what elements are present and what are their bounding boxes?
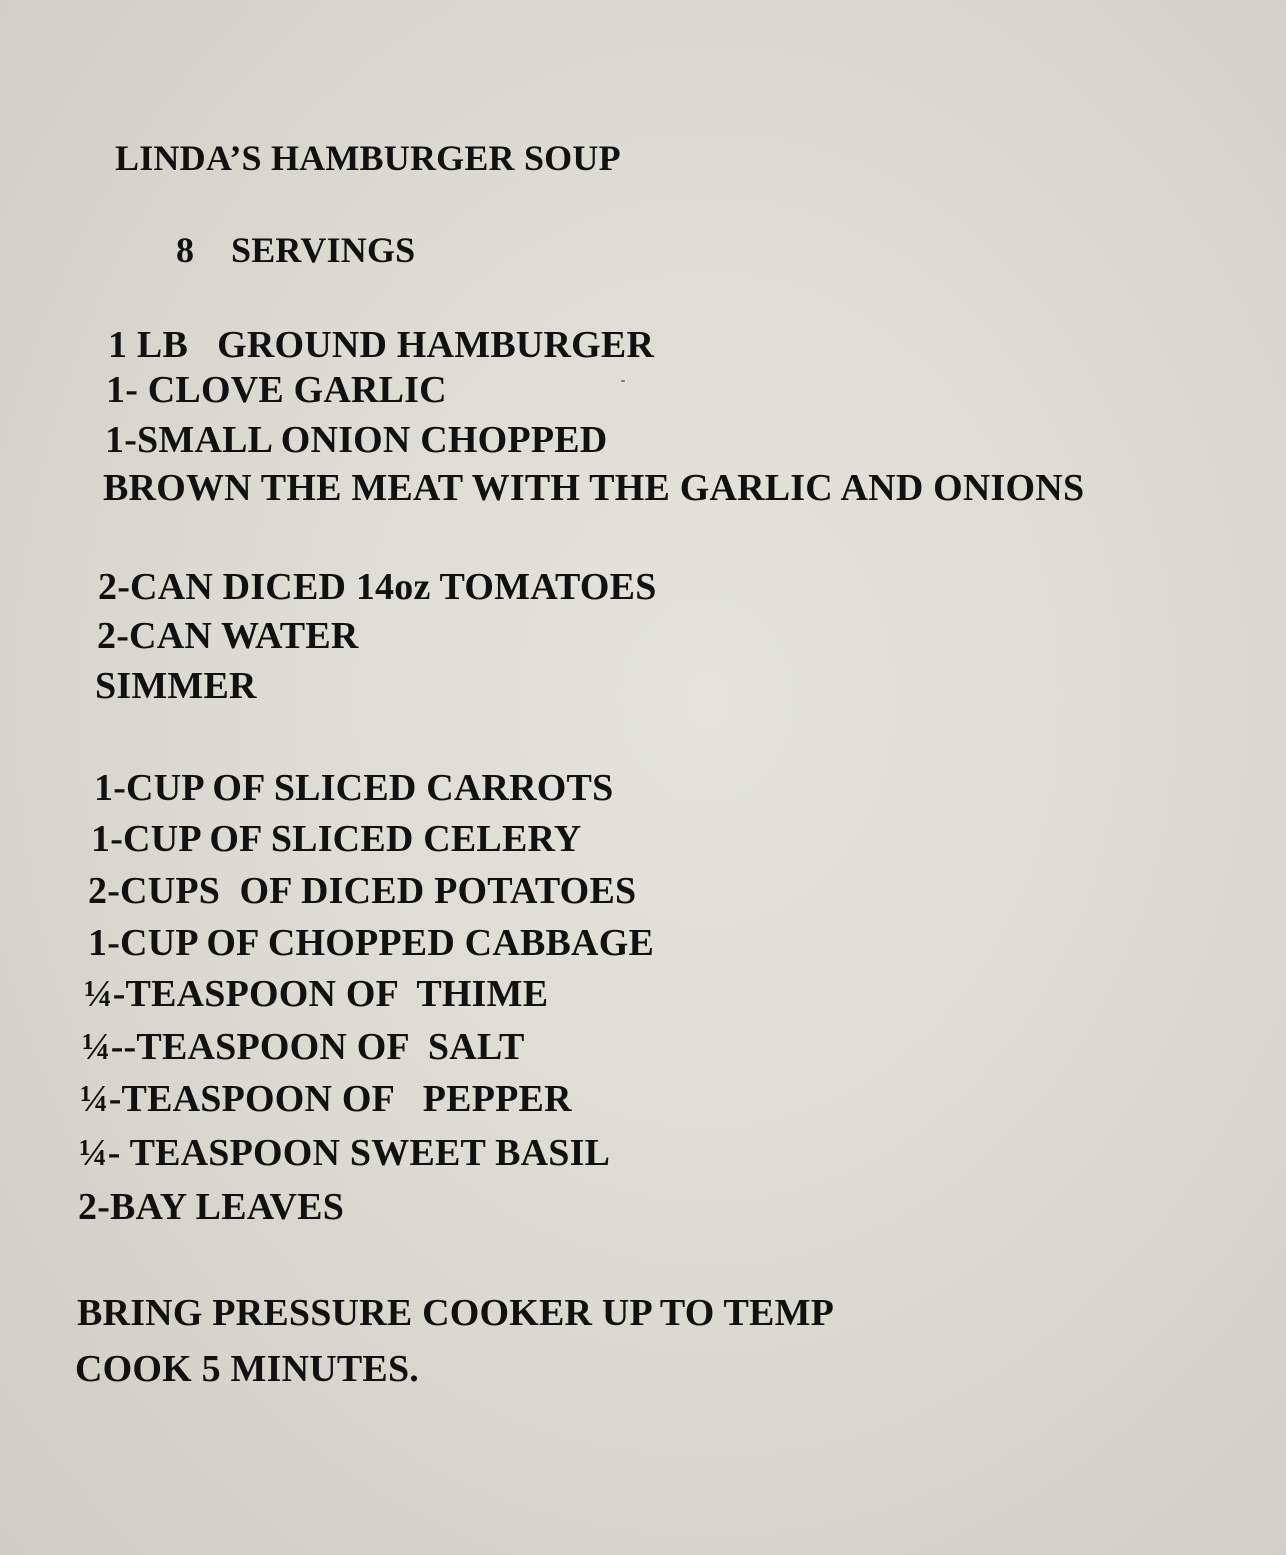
paper-speck: [621, 380, 625, 382]
ingredient-line: ¼-TEASPOON OF THIME: [84, 973, 549, 1015]
ingredient-line: 1-CUP OF SLICED CELERY: [91, 818, 582, 860]
ingredient-line: 1-CUP OF SLICED CARROTS: [94, 767, 614, 809]
servings-count: 8 SERVINGS: [176, 230, 416, 270]
ingredient-line: 2-CAN WATER: [97, 615, 359, 657]
ingredient-line: 1 LB GROUND HAMBURGER: [108, 324, 655, 366]
instruction-line: COOK 5 MINUTES.: [75, 1348, 419, 1390]
instruction-line: BROWN THE MEAT WITH THE GARLIC AND ONIONS: [103, 467, 1085, 509]
instruction-line: BRING PRESSURE COOKER UP TO TEMP: [77, 1292, 835, 1334]
ingredient-line: 2-BAY LEAVES: [78, 1186, 345, 1228]
ingredient-line: 2-CAN DICED 14oz TOMATOES: [98, 566, 657, 608]
instruction-line: SIMMER: [95, 665, 257, 707]
ingredient-line: ¼-TEASPOON OF PEPPER: [80, 1078, 572, 1120]
ingredient-line: ¼- TEASPOON SWEET BASIL: [79, 1132, 611, 1174]
ingredient-line: 1- CLOVE GARLIC: [106, 369, 447, 411]
ingredient-line: 1-CUP OF CHOPPED CABBAGE: [88, 922, 655, 964]
ingredient-line: 2-CUPS OF DICED POTATOES: [88, 870, 637, 912]
ingredient-line: ¼--TEASPOON OF SALT: [82, 1026, 525, 1068]
recipe-title: LINDA’S HAMBURGER SOUP: [115, 138, 621, 178]
ingredient-line: 1-SMALL ONION CHOPPED: [105, 419, 608, 461]
